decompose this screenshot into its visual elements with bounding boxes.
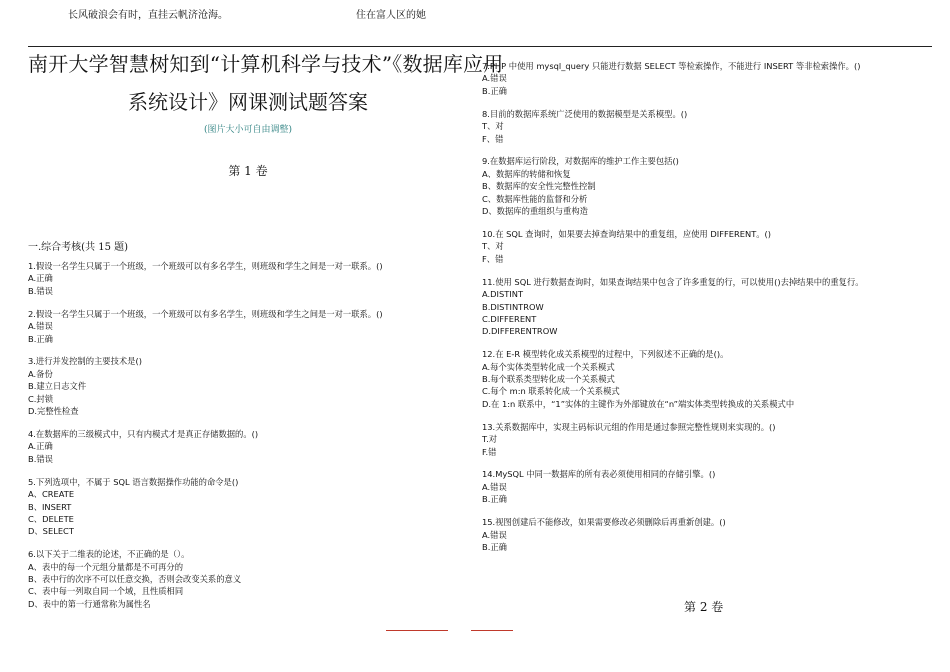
- answer-option: B、INSERT: [28, 501, 72, 512]
- answer-option: A.正确: [28, 441, 53, 452]
- question-item: [482, 60, 937, 97]
- volume-1-heading: 第 1 卷: [228, 164, 268, 178]
- answer-option: D、表中的第一行通常称为属性名: [28, 598, 151, 609]
- header-divider: [28, 46, 932, 47]
- question-text: 10.在 SQL 查询时，如果要去掉查询结果中的重复组，应使用 DIFFERENT。(): [482, 228, 772, 239]
- answer-option: A.错误: [482, 481, 507, 492]
- question-text: 9.在数据库运行阶段，对数据库的维护工作主要包括(): [482, 156, 679, 167]
- answer-option: D、SELECT: [28, 526, 74, 537]
- answer-option: B.DISTINTROW: [482, 301, 544, 312]
- question-text: 1.假设一名学生只属于一个班级，一个班级可以有多名学生，则班级和学生之间是一对一联系。(): [28, 261, 383, 271]
- answer-option: C.每个 m:n 联系转化成一个关系模式: [482, 386, 620, 397]
- question-item: [482, 421, 937, 458]
- answer-option: T、对: [482, 241, 504, 252]
- answer-option: B、表中行的次序不可以任意交换，否则会改变关系的意义: [28, 574, 242, 585]
- answer-option: C.DIFFERENT: [482, 313, 537, 324]
- question-item: [482, 155, 937, 217]
- question-text: 8.目前的数据库系统广泛使用的数据模型是关系模型。(): [482, 108, 688, 119]
- answer-option: A.备份: [28, 368, 53, 379]
- answer-option: A、表中的每一个元组分量都是不可再分的: [28, 561, 184, 572]
- answer-option: B.每个联系类型转化成一个关系模式: [482, 374, 615, 385]
- question-item: [482, 228, 937, 265]
- document-title-line1: 南开大学智慧树知到“计算机科学与技术”《数据库应用: [28, 52, 504, 76]
- question-item: [482, 348, 937, 410]
- document-title-line2: 系统设计》网课测试题答案: [128, 90, 368, 114]
- answer-option: A.每个实体类型转化成一个关系模式: [482, 361, 615, 372]
- answer-option: A.正确: [28, 273, 53, 284]
- question-item: [482, 516, 937, 553]
- questions-right-column: [482, 60, 937, 564]
- answer-option: F、错: [482, 253, 504, 264]
- answer-option: C.封锁: [28, 393, 54, 404]
- question-text: 7.PHP 中使用 mysql_query 只能进行数据 SELECT 等检索操作，不能进行 INSERT 等非检索操作。(): [482, 61, 861, 71]
- question-text: 4.在数据库的三级模式中，只有内模式才是真正存储数据的。(): [28, 428, 259, 439]
- answer-option: A.错误: [482, 529, 507, 540]
- question-text: 15.视图创建后不能修改，如果需要修改必须删除后再重新创建。(): [482, 517, 726, 528]
- answer-option: F.错: [482, 446, 497, 457]
- answer-option: F、错: [482, 133, 504, 144]
- questions-left-column: [28, 260, 468, 621]
- answer-option: C、表中每一列取自同一个域，且性质相同: [28, 586, 184, 597]
- answer-option: B.正确: [28, 333, 53, 344]
- answer-option: B.错误: [28, 453, 53, 464]
- answer-option: C、DELETE: [28, 513, 74, 524]
- question-text: 14.MySQL 中同一数据库的所有表必须使用相同的存储引擎。(): [482, 469, 716, 480]
- question-text: 11.使用 SQL 进行数据查询时，如果查询结果中包含了许多重复的行，可以使用()去掉结果中的重复行。: [482, 276, 864, 287]
- question-text: 2.假设一名学生只属于一个班级，一个班级可以有多名学生，则班级和学生之间是一对一联系。(): [28, 308, 383, 319]
- volume-2-heading: 第 2 卷: [684, 600, 724, 614]
- question-text: 13.关系数据库中，实现主码标识元组的作用是通过参照完整性规则来实现的。(): [482, 421, 776, 432]
- footer-red-line-1: [386, 630, 448, 631]
- question-text: 6.以下关于二维表的论述，不正确的是（）。: [28, 549, 190, 560]
- question-text: 5.下列选项中，不属于 SQL 语言数据操作功能的命令是(): [28, 476, 239, 487]
- question-text: 12.在 E-R 模型转化成关系模型的过程中，下列叙述不正确的是()。: [482, 349, 729, 360]
- answer-option: D.DIFFERENTROW: [482, 326, 558, 337]
- answer-option: B.错误: [28, 285, 53, 296]
- answer-option: A.错误: [28, 321, 53, 332]
- answer-option: B.正确: [482, 85, 507, 96]
- question-item: [482, 108, 937, 145]
- answer-option: B.正确: [482, 494, 507, 505]
- answer-option: T.对: [482, 434, 498, 445]
- question-item: [28, 260, 468, 297]
- answer-option: B.正确: [482, 542, 507, 552]
- answer-option: A、数据库的转储和恢复: [482, 168, 571, 179]
- section-heading: 一.综合考核(共 15 题): [28, 242, 129, 253]
- answer-option: T、对: [482, 121, 504, 132]
- header-caption: 住在富人区的她: [356, 10, 426, 21]
- answer-option: A.错误: [482, 73, 507, 84]
- answer-option: B.建立日志文件: [28, 381, 87, 392]
- answer-option: D.完整性检查: [28, 406, 79, 417]
- image-size-note: (图片大小可自由调整): [203, 125, 293, 135]
- question-item: [28, 428, 468, 465]
- question-text: 3.进行并发控制的主要技术是(): [28, 356, 142, 367]
- answer-option: A、CREATE: [28, 489, 75, 500]
- question-item: [28, 476, 468, 538]
- answer-option: D.在 1:n 联系中，“1”实体的主键作为外部键放在“n”端实体类型转换成的关系模式中: [482, 398, 795, 409]
- question-item: [482, 276, 937, 338]
- question-item: [28, 355, 468, 417]
- answer-option: A.DISTINT: [482, 289, 524, 300]
- answer-option: D、数据库的重组织与重构造: [482, 206, 588, 217]
- question-item: [28, 308, 468, 345]
- footer-red-line-2: [471, 630, 513, 631]
- question-item: [482, 468, 937, 505]
- header-quote: 长风破浪会有时，直挂云帆济沧海。: [68, 10, 228, 21]
- answer-option: B、数据库的安全性完整性控制: [482, 181, 596, 192]
- answer-option: C、数据库性能的监督和分析: [482, 193, 588, 204]
- question-item: [28, 548, 468, 610]
